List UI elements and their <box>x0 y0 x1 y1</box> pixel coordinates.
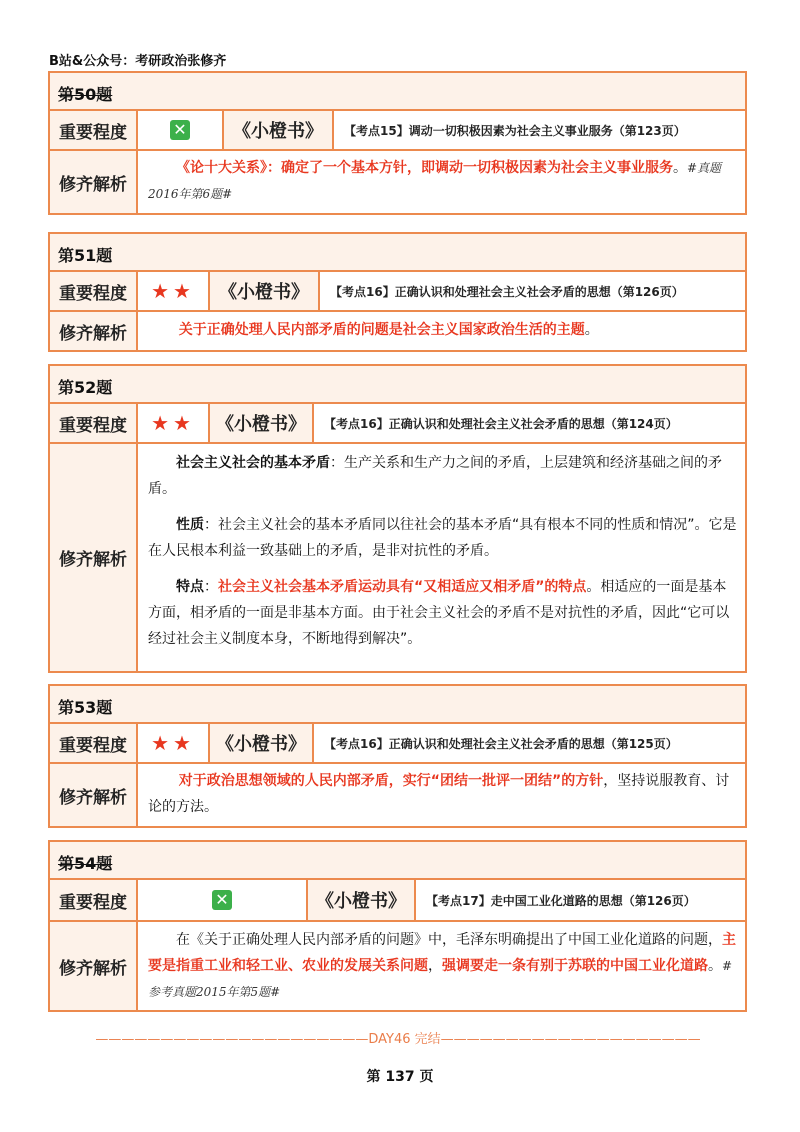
cross-mark-icon: ✕ <box>212 890 232 910</box>
importance-value <box>138 880 308 920</box>
analysis-text: 关于正确处理人民内部矛盾的问题是社会主义国家政治生活的主题。 <box>178 322 599 338</box>
question-50 <box>48 71 747 215</box>
book-label: 《小橙书》 <box>308 880 416 920</box>
book-label: 《小橙书》 <box>210 404 314 442</box>
analysis-text: 《论十大关系》：确定了一个基本方针，即调动一切积极因素为社会主义事业服务。#真题2016年第6题# <box>148 160 722 201</box>
analysis-label: 修齐解析 <box>50 764 138 826</box>
importance-label: 重要程度 <box>50 111 138 149</box>
question-51 <box>48 232 747 352</box>
question-54 <box>48 840 747 1012</box>
analysis-text: 在《关于正确处理人民内部矛盾的问题》中，毛泽东明确提出了中国工业化道路的问题，主要是指重工业和轻工业、农业的发展关系问题，强调要走一条有别于苏联的中国工业化道路。#参考真题2015年第5题# <box>148 932 736 999</box>
knowledge-point: 【考点16】正确认识和处理社会主义社会矛盾的思想（第125页） <box>324 736 678 751</box>
star-rating: ★★ <box>138 724 210 762</box>
question-title: 第51题 <box>50 234 745 272</box>
importance-label: 重要程度 <box>50 880 138 920</box>
analysis-label: 修齐解析 <box>50 151 138 213</box>
analysis-text: 社会主义社会的基本矛盾：生产关系和生产力之间的矛盾，上层建筑和经济基础之间的矛盾。 性质：社会主义社会的基本矛盾同以往社会的基本矛盾“具有根本不同的性质和情况”。它是在人民根本利益一致基础上的矛盾，是非对抗性的矛盾。 特点：社会主义社会基本矛盾运动具有“又相适应又相矛盾”的特点。相适应的一面是基本方面，相矛盾的一面是非基本方面。由于社会主义社会的矛盾不是对抗性的矛盾，因此“它可以经过社会主义制度本身，不断地得到解决”。 <box>148 455 737 647</box>
question-title: 第54题 <box>50 842 745 880</box>
page-number: 第 137 页 <box>366 1069 434 1085</box>
question-title: 第53题 <box>50 686 745 724</box>
section-end-divider: —————————————————————DAY46 完结———————————————————— <box>95 1032 701 1047</box>
question-53 <box>48 684 747 828</box>
book-label: 《小橙书》 <box>210 724 314 762</box>
question-52 <box>48 364 747 673</box>
importance-label: 重要程度 <box>50 724 138 762</box>
book-label: 《小橙书》 <box>224 111 334 149</box>
question-title: 第50题 <box>50 73 745 111</box>
importance-value <box>138 111 224 149</box>
star-rating: ★★ <box>138 272 210 310</box>
book-label: 《小橙书》 <box>210 272 320 310</box>
exam-tag: #真题2016年第6题# <box>148 161 722 201</box>
importance-label: 重要程度 <box>50 272 138 310</box>
analysis-text: 对于政治思想领域的人民内部矛盾，实行“团结一批评一团结”的方针，坚持说服教育、讨论的方法。 <box>148 773 730 815</box>
knowledge-point: 【考点15】调动一切积极因素为社会主义事业服务（第123页） <box>344 123 686 138</box>
source-header: B站&公众号：考研政治张修齐 <box>49 54 227 69</box>
question-title: 第52题 <box>50 366 745 404</box>
knowledge-point: 【考点16】正确认识和处理社会主义社会矛盾的思想（第126页） <box>330 284 684 299</box>
importance-label: 重要程度 <box>50 404 138 442</box>
analysis-label: 修齐解析 <box>50 444 138 671</box>
knowledge-point: 【考点17】走中国工业化道路的思想（第126页） <box>426 893 696 908</box>
exam-tag: #参考真题2015年第5题# <box>148 959 733 999</box>
cross-mark-icon: ✕ <box>170 120 190 140</box>
star-rating: ★★ <box>138 404 210 442</box>
knowledge-point: 【考点16】正确认识和处理社会主义社会矛盾的思想（第124页） <box>324 416 678 431</box>
analysis-label: 修齐解析 <box>50 922 138 1010</box>
analysis-label: 修齐解析 <box>50 312 138 350</box>
